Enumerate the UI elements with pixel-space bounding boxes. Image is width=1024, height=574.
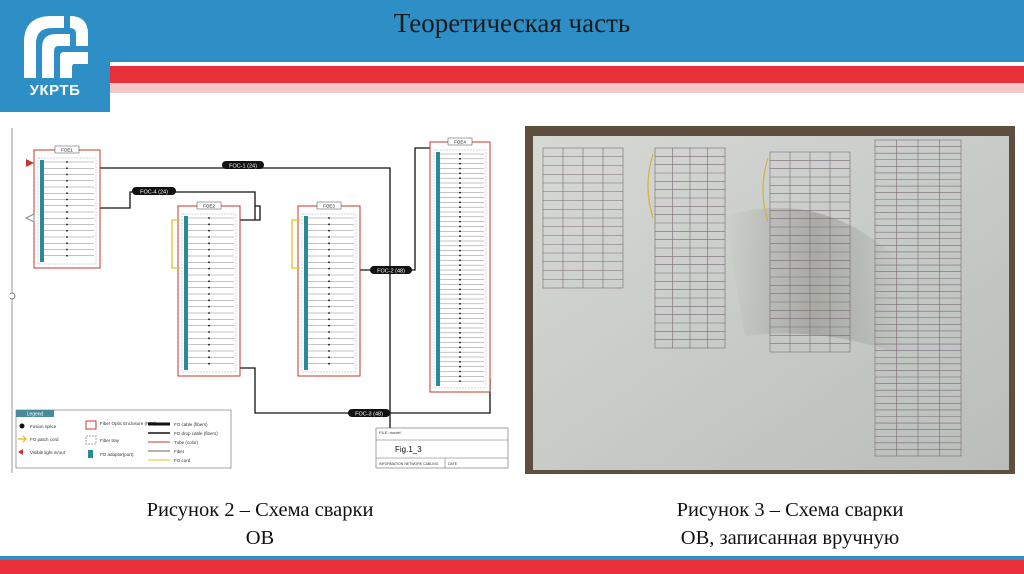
splice-dot bbox=[459, 230, 461, 232]
splice-dot bbox=[66, 211, 68, 213]
splice-dot bbox=[328, 356, 330, 358]
splice-dot bbox=[208, 274, 210, 276]
splice-dot bbox=[66, 167, 68, 169]
figure-splice-scheme bbox=[10, 128, 513, 473]
splice-dot bbox=[459, 279, 461, 281]
figure2-caption-line1: Рисунок 2 – Схема сварки bbox=[146, 499, 374, 521]
page-title: Теоретическая часть bbox=[393, 8, 631, 38]
title-block-file: FILE: model bbox=[379, 430, 401, 435]
adaptor-strip bbox=[40, 160, 44, 262]
splice-dot bbox=[459, 221, 461, 223]
splice-dot bbox=[328, 217, 330, 219]
splice-dot bbox=[66, 205, 68, 207]
logo-text: УКРТБ bbox=[29, 82, 81, 99]
splice-dot bbox=[328, 230, 330, 232]
splice-dot bbox=[66, 192, 68, 194]
splice-dot bbox=[328, 350, 330, 352]
splice-dot bbox=[208, 331, 210, 333]
splice-dot bbox=[328, 249, 330, 251]
splice-dot bbox=[66, 255, 68, 257]
splice-dot bbox=[328, 223, 330, 225]
splice-dot bbox=[66, 199, 68, 201]
cable-label-foc2-text: FOC-2 (48) bbox=[377, 268, 405, 275]
splice-dot bbox=[459, 168, 461, 170]
splice-dot bbox=[459, 308, 461, 310]
splice-dot bbox=[208, 344, 210, 346]
splice-dot bbox=[208, 280, 210, 282]
splice-dot bbox=[459, 226, 461, 228]
splice-dot bbox=[208, 306, 210, 308]
splice-dot bbox=[208, 217, 210, 219]
splice-dot bbox=[66, 230, 68, 232]
splice-dot bbox=[66, 249, 68, 251]
splice-dot bbox=[66, 186, 68, 188]
splice-dot bbox=[328, 255, 330, 257]
splice-dot bbox=[459, 192, 461, 194]
splice-dot bbox=[459, 235, 461, 237]
legend-item-fiber: Fiber bbox=[174, 449, 185, 454]
splice-dot bbox=[459, 187, 461, 189]
splice-dot bbox=[459, 269, 461, 271]
splice-dot bbox=[328, 280, 330, 282]
splice-dot bbox=[328, 287, 330, 289]
splice-dot bbox=[208, 299, 210, 301]
splice-dot bbox=[208, 268, 210, 270]
handwritten-photo bbox=[525, 126, 1015, 474]
splice-dot bbox=[459, 337, 461, 339]
splice-dot bbox=[328, 242, 330, 244]
cable-label-foc3-text: FOC-3 (48) bbox=[355, 411, 383, 418]
splice-dot bbox=[328, 325, 330, 327]
legend-item-drop: FO drop cable (fibers) bbox=[174, 431, 218, 436]
splice-dot bbox=[328, 261, 330, 263]
splice-dot bbox=[66, 217, 68, 219]
splice-dot bbox=[459, 327, 461, 329]
enclosure-label: FOE3 bbox=[323, 203, 335, 209]
splice-dot bbox=[459, 298, 461, 300]
cable-label-foc4-text: FOC-4 (24) bbox=[140, 189, 168, 196]
splice-dot bbox=[208, 261, 210, 263]
splice-dot bbox=[459, 342, 461, 344]
splice-dot bbox=[208, 312, 210, 314]
splice-dot bbox=[208, 337, 210, 339]
splice-dot bbox=[328, 268, 330, 270]
splice-dot bbox=[459, 182, 461, 184]
splice-dot bbox=[459, 264, 461, 266]
splice-dot bbox=[459, 361, 461, 363]
splice-dot bbox=[459, 375, 461, 377]
splice-dot bbox=[328, 363, 330, 365]
splice-dot bbox=[459, 351, 461, 353]
splice-dot bbox=[459, 216, 461, 218]
header-pink-stripe bbox=[0, 83, 1024, 93]
splice-dot bbox=[459, 274, 461, 276]
splice-dot bbox=[328, 293, 330, 295]
adaptor-strip bbox=[184, 216, 188, 370]
splice-dot bbox=[459, 356, 461, 358]
splice-dot bbox=[459, 288, 461, 290]
splice-diagram bbox=[10, 128, 513, 473]
title-block-name: INFORMATION NETWORK CABLING bbox=[379, 462, 439, 466]
splice-dot bbox=[459, 206, 461, 208]
legend-item-cord: FO cord bbox=[174, 458, 191, 463]
splice-dot bbox=[66, 236, 68, 238]
splice-dot bbox=[459, 317, 461, 319]
figure2-caption-line2: ОВ bbox=[245, 527, 275, 549]
splice-dot bbox=[66, 180, 68, 182]
splice-dot bbox=[328, 312, 330, 314]
splice-dot bbox=[328, 236, 330, 238]
splice-dot bbox=[66, 242, 68, 244]
enclosure-label: FOE1 bbox=[61, 147, 73, 153]
enclosure-label: FOE4 bbox=[454, 139, 466, 145]
title-block-fig: Fig.1_3 bbox=[395, 445, 422, 454]
legend-item-foe: Fiber Optic Enclosure (FOE) bbox=[100, 421, 157, 426]
title-block-date: DATE bbox=[448, 462, 458, 466]
splice-dot bbox=[459, 284, 461, 286]
legend-item-adaptor: FO adaptor(port) bbox=[100, 452, 134, 457]
figure3-caption bbox=[590, 496, 990, 552]
splice-dot bbox=[459, 158, 461, 160]
splice-dot bbox=[328, 318, 330, 320]
splice-dot bbox=[66, 161, 68, 163]
splice-dot bbox=[459, 371, 461, 373]
splice-dot bbox=[459, 332, 461, 334]
figure3-caption-line2: ОВ, записанная вручную bbox=[680, 527, 900, 549]
splice-dot bbox=[459, 245, 461, 247]
header-red-stripe bbox=[0, 66, 1024, 83]
splice-dot bbox=[459, 197, 461, 199]
splice-dot bbox=[459, 346, 461, 348]
splice-dot bbox=[208, 325, 210, 327]
legend bbox=[16, 410, 231, 468]
figure-handwritten-photo bbox=[525, 126, 1015, 474]
splice-dot bbox=[328, 299, 330, 301]
legend-item-light: Visible light in/out bbox=[30, 450, 65, 455]
legend-item-patch: FO patch cord bbox=[30, 437, 59, 442]
splice-dot bbox=[328, 331, 330, 333]
title-block bbox=[376, 428, 508, 468]
splice-dot bbox=[208, 287, 210, 289]
footer-red-stripe bbox=[0, 560, 1024, 574]
splice-dot bbox=[208, 350, 210, 352]
splice-dot bbox=[459, 153, 461, 155]
splice-dot bbox=[208, 356, 210, 358]
splice-dot bbox=[328, 344, 330, 346]
splice-dot bbox=[208, 318, 210, 320]
figure3-caption-line1: Рисунок 3 – Схема сварки bbox=[676, 499, 904, 521]
splice-dot bbox=[208, 293, 210, 295]
splice-dot bbox=[459, 380, 461, 382]
splice-dot bbox=[459, 313, 461, 315]
adaptor-strip bbox=[304, 216, 308, 370]
splice-dot bbox=[459, 172, 461, 174]
legend-item-tray: Fiber tray bbox=[100, 438, 120, 443]
splice-dot bbox=[328, 274, 330, 276]
enclosure-label: FOE2 bbox=[203, 203, 215, 209]
adaptor-strip bbox=[436, 152, 440, 386]
splice-dot bbox=[459, 240, 461, 242]
splice-dot bbox=[208, 230, 210, 232]
splice-dot bbox=[459, 211, 461, 213]
legend-item-tube: Tube (color) bbox=[174, 440, 199, 445]
splice-dot bbox=[459, 250, 461, 252]
splice-dot bbox=[459, 303, 461, 305]
splice-dot bbox=[459, 255, 461, 257]
splice-dot bbox=[459, 293, 461, 295]
splice-dot bbox=[459, 177, 461, 179]
splice-dot bbox=[459, 163, 461, 165]
splice-dot bbox=[208, 363, 210, 365]
splice-dot bbox=[208, 249, 210, 251]
splice-dot bbox=[459, 322, 461, 324]
splice-dot bbox=[328, 337, 330, 339]
splice-dot bbox=[459, 259, 461, 261]
splice-dot bbox=[328, 306, 330, 308]
legend-item-splice: Fusion splice bbox=[30, 424, 57, 429]
splice-dot bbox=[459, 201, 461, 203]
legend-item-cable: FO cable (fibers) bbox=[174, 422, 208, 427]
splice-dot bbox=[208, 236, 210, 238]
figure2-caption bbox=[80, 496, 440, 552]
splice-dot bbox=[208, 255, 210, 257]
splice-dot bbox=[459, 366, 461, 368]
splice-dot bbox=[208, 223, 210, 225]
cable-label-foc1-text: FOC-1 (24) bbox=[229, 163, 257, 170]
legend-title: Legend bbox=[26, 411, 44, 418]
splice-dot bbox=[66, 224, 68, 226]
splice-dot bbox=[208, 242, 210, 244]
splice-dot bbox=[66, 174, 68, 176]
